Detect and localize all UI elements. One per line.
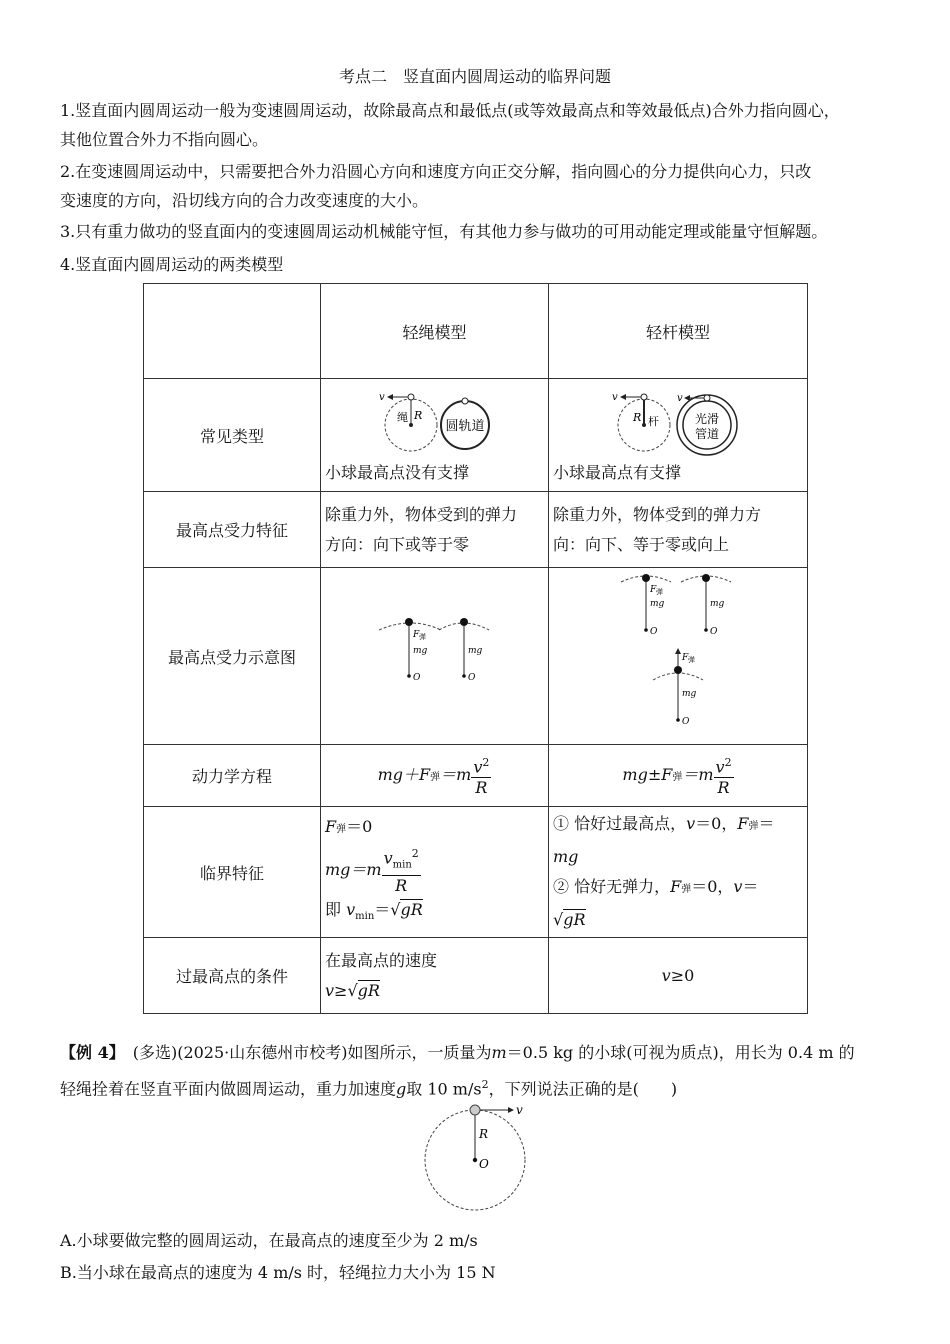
rope-types-caption: 小球最高点没有支撑 (325, 463, 470, 482)
svg-text:弹: 弹 (688, 656, 695, 664)
example-circle-figure (420, 1098, 550, 1214)
rope-types-cell (321, 379, 549, 492)
rope-critical-cell: F弹＝0 mg＝m $\frac{v_{min}^2}{R}$ 即 $v_{min}=√gR$ (321, 807, 549, 938)
row-label-diagram: 最高点受力示意图 (144, 568, 321, 745)
svg-text:绳: 绳 (397, 411, 408, 424)
svg-text:R: R (633, 411, 642, 424)
svg-text:光滑: 光滑 (694, 412, 720, 426)
svg-text:O: O (413, 673, 421, 683)
rod-condition-cell: v≥0 (549, 938, 808, 1014)
svg-text:v: v (612, 392, 618, 403)
header-rod-model: 轻杆模型 (549, 284, 808, 379)
svg-text:O: O (468, 673, 476, 683)
rope-force-diagram-cell (321, 568, 549, 745)
svg-text:圆轨道: 圆轨道 (445, 419, 485, 434)
point-4: 4.竖直面内圆周运动的两类模型 (60, 255, 284, 274)
svg-text:杆: 杆 (648, 415, 659, 428)
row-label-dynamics: 动力学方程 (144, 745, 321, 807)
svg-text:R: R (414, 409, 423, 422)
svg-text:弹: 弹 (419, 633, 426, 641)
rod-force-diagram-cell (549, 568, 808, 745)
rope-dynamics-equation: mg＋F弹＝m $\frac{v^2}{R}$ (321, 745, 549, 807)
rod-critical-cell: ① 恰好过最高点，v＝0，F弹＝ mg ② 恰好无弹力，F弹＝0，v＝ √gR (549, 807, 808, 938)
svg-text:O: O (479, 1157, 489, 1171)
row-label-critical: 临界特征 (144, 807, 321, 938)
rope-force-diagram (321, 568, 547, 740)
svg-text:mg: mg (413, 646, 428, 656)
rope-force-text: 除重力外，物体受到的弹力 方向：向下或等于零 (325, 504, 518, 554)
model-comparison-table (143, 283, 808, 1014)
svg-text:v: v (677, 393, 683, 404)
example-4: 【例 4】 (多选)(2025·山东德州市校考)如图所示，一质量为m＝0.5 kg 的小球(可视为质点)，用长为 0.4 m 的 轻绳拴着在竖直平面内做圆周运动，重力加速度g取 10 $m/s^2$，下列说法正确的是( ) (60, 1043, 855, 1099)
svg-text:F: F (650, 585, 657, 595)
svg-text:mg: mg (468, 646, 483, 656)
row-label-force: 最高点受力特征 (144, 492, 321, 568)
svg-text:O: O (710, 627, 718, 637)
svg-text:v: v (516, 1103, 523, 1117)
rod-types-cell (549, 379, 808, 492)
rod-types-caption: 小球最高点有支撑 (553, 463, 682, 482)
rod-force-text: 除重力外，物体受到的弹力方 向：向下、等于零或向上 (553, 504, 762, 554)
point-3: 3.只有重力做功的竖直面内的变速圆周运动机械能守恒，有其他力参与做功的可用动能定理或能量守恒解题。 (60, 222, 828, 241)
svg-text:mg: mg (710, 599, 725, 609)
svg-text:R: R (479, 1127, 489, 1141)
svg-text:mg: mg (682, 689, 697, 699)
rope-condition-cell: 在最高点的速度 v≥√gR (321, 938, 549, 1014)
svg-text:v: v (379, 392, 385, 403)
svg-text:F: F (682, 653, 689, 663)
svg-text:O: O (650, 627, 658, 637)
svg-text:管道: 管道 (694, 427, 720, 441)
svg-text:弹: 弹 (656, 588, 663, 596)
point-1: 1.竖直面内圆周运动一般为变速圆周运动，故除最高点和最低点(或等效最高点和等效最低点)合外力指向圆心， 其他位置合外力不指向圆心。 (60, 101, 840, 149)
row-label-types: 常见类型 (144, 379, 321, 492)
section-title: 考点二 竖直面内圆周运动的临界问题 (338, 67, 612, 86)
point-2: 2.在变速圆周运动中，只需要把合外力沿圆心方向和速度方向正交分解，指向圆心的分力提供向心力，只改 变速度的方向，沿切线方向的合力改变速度的大小。 (60, 162, 812, 210)
svg-text:mg: mg (650, 599, 665, 609)
rod-force-diagram (549, 568, 806, 740)
rod-dynamics-equation: mg±F弹＝m $\frac{v^2}{R}$ (549, 745, 808, 807)
row-label-condition: 过最高点的条件 (144, 938, 321, 1014)
option-a: A.小球要做完整的圆周运动，在最高点的速度至少为 2 m/s (60, 1231, 478, 1250)
svg-text:O: O (682, 717, 690, 727)
option-b: B.当小球在最高点的速度为 4 m/s 时，轻绳拉力大小为 15 N (60, 1263, 496, 1282)
rope-track-diagram (321, 385, 547, 457)
header-rope-model: 轻绳模型 (321, 284, 549, 379)
rod-pipe-diagram (549, 385, 806, 457)
svg-text:F: F (413, 630, 420, 640)
